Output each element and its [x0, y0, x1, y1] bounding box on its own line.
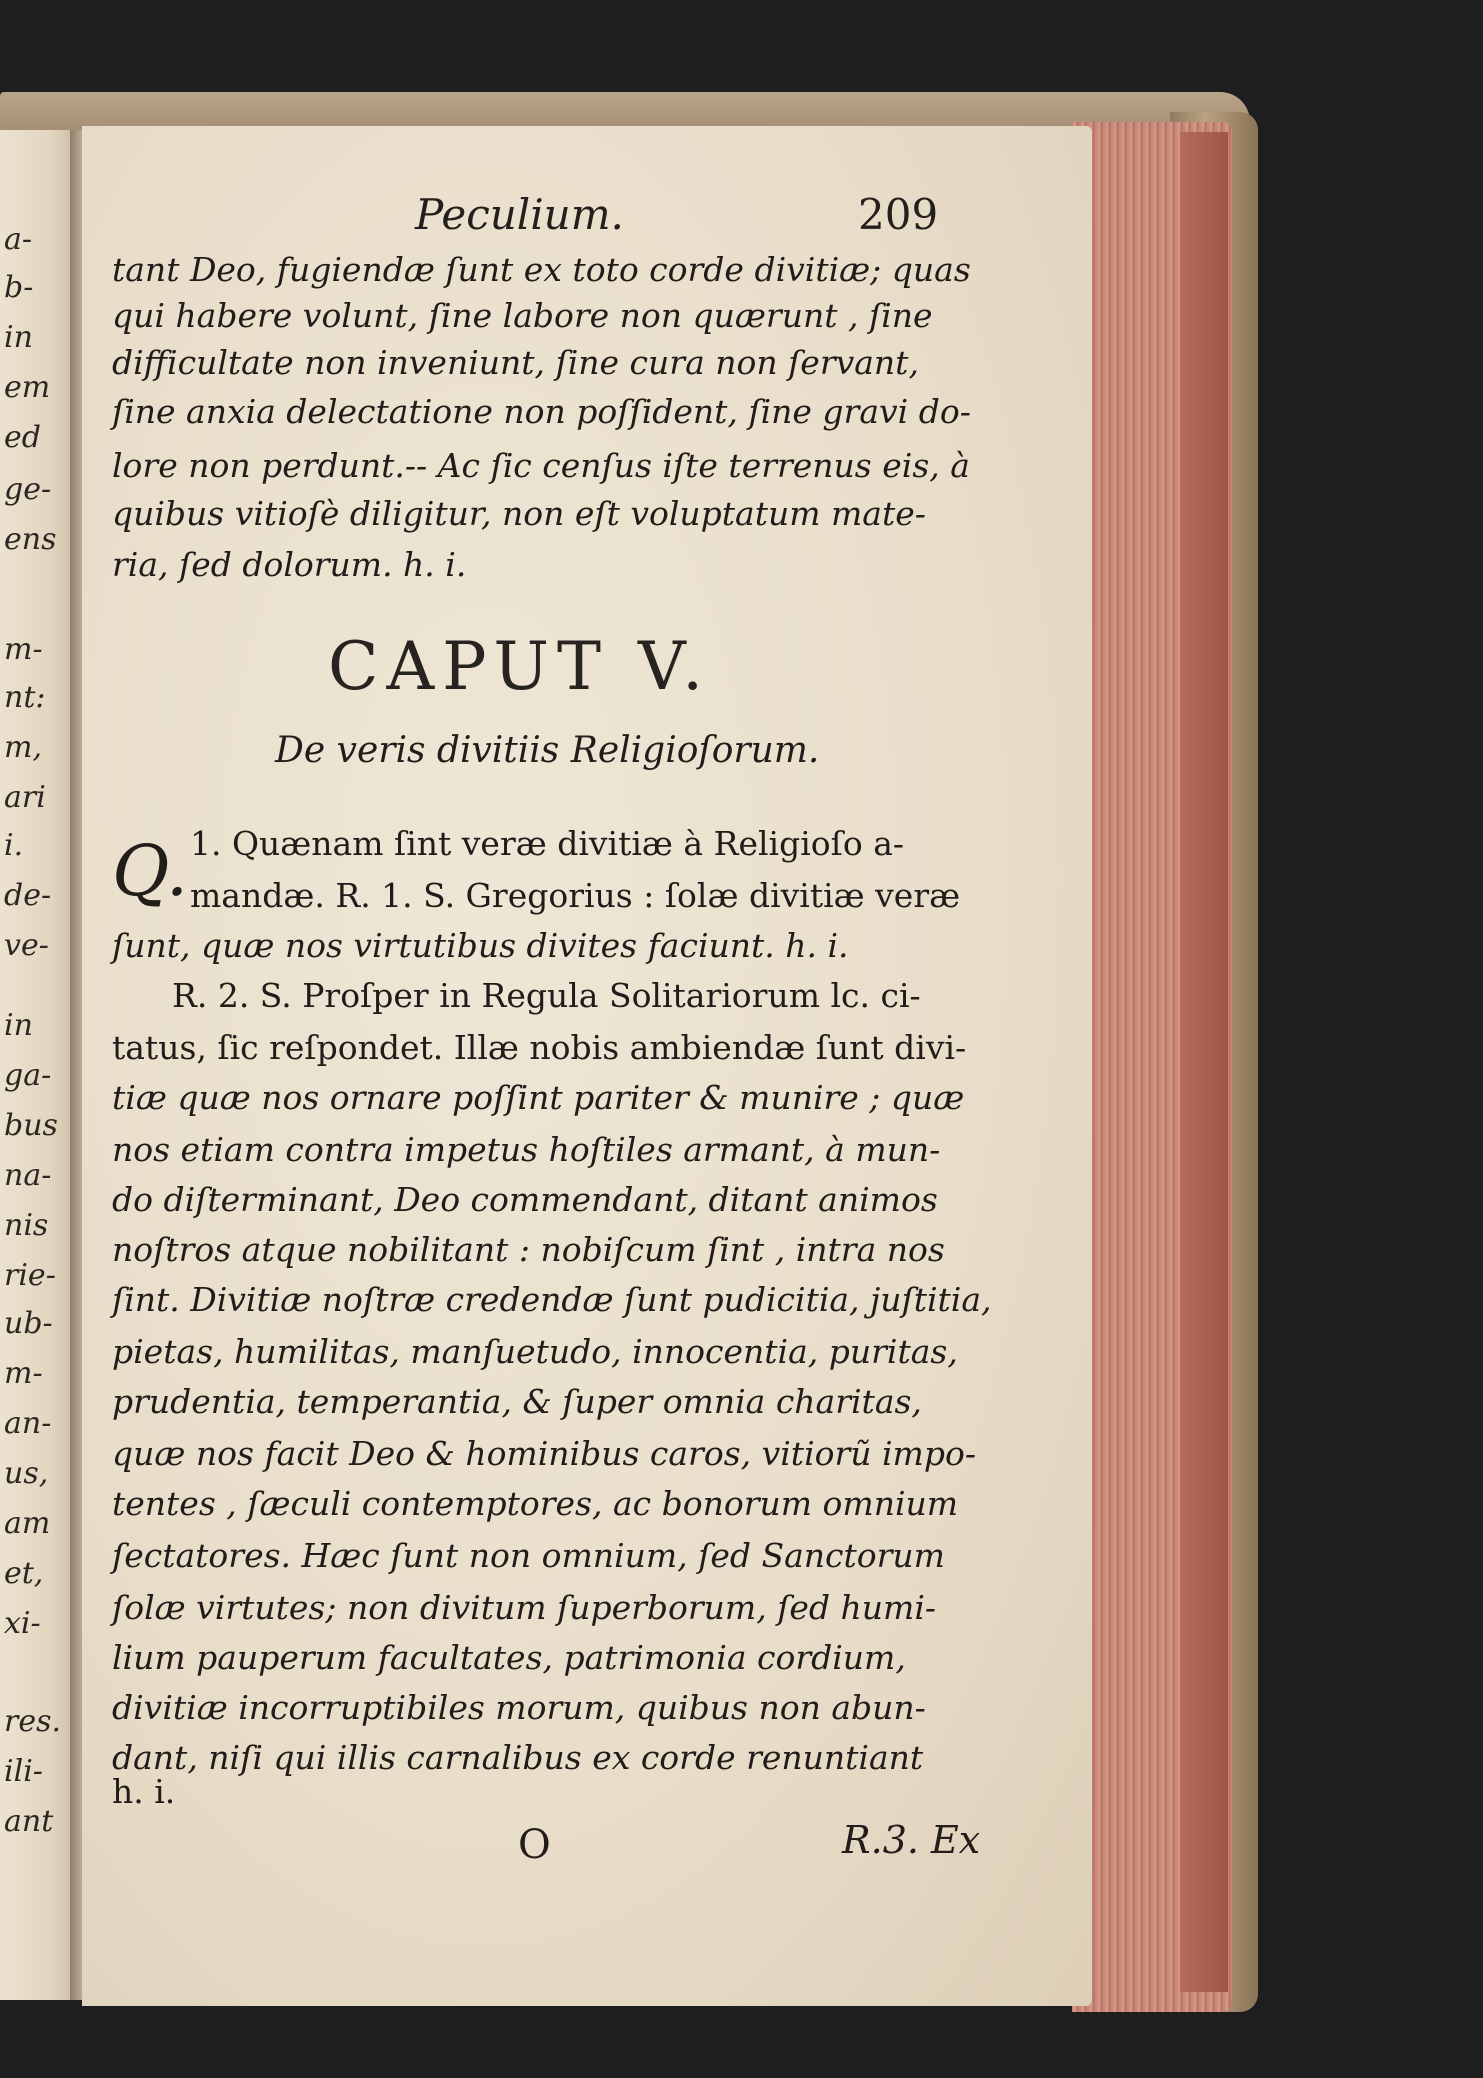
- left-page-fragment: ga-: [4, 1058, 52, 1093]
- text-line: divitiæ incorruptibiles morum, quibus non abun-: [112, 1688, 926, 1727]
- text-line: quæ nos facit Deo & hominibus caros, vitiorũ impo-: [112, 1434, 976, 1473]
- text-line: noſtros atque nobilitant : nobiſcum ſint , intra nos: [112, 1230, 945, 1269]
- drop-initial: Q.: [112, 830, 189, 912]
- signature-mark: O: [518, 1822, 551, 1868]
- text-line: mandæ. R. 1. S. Gregorius : ſolæ divitiæ veræ: [190, 876, 961, 915]
- left-page-fragment: ed: [4, 420, 41, 455]
- text-line: ſine anxia delectatione non poſſident, ſine gravi do-: [112, 392, 971, 431]
- left-page-fragment: am: [4, 1506, 51, 1541]
- text-line: tiæ quæ nos ornare poſſint pariter & munire ; quæ: [112, 1078, 965, 1117]
- left-page-edge: [0, 130, 72, 2000]
- left-page-fragment: bus: [4, 1108, 58, 1143]
- left-page-fragment: em: [4, 370, 51, 405]
- left-page-fragment: in: [4, 320, 33, 355]
- left-page-fragment: m-: [4, 632, 43, 667]
- left-page-fragment: b-: [4, 270, 34, 305]
- left-page-fragment: de-: [4, 878, 52, 913]
- left-page-fragment: ens: [4, 522, 57, 557]
- left-page-fragment: ant: [4, 1804, 54, 1839]
- text-line: dant, niſi qui illis carnalibus ex corde renuntiant: [112, 1738, 924, 1777]
- left-page-fragment: i.: [4, 828, 24, 863]
- left-page-fragment: na-: [4, 1158, 52, 1193]
- page-number: 209: [858, 190, 939, 239]
- text-line: do diſterminant, Deo commendant, ditant animos: [112, 1180, 938, 1219]
- left-page-fragment: a-: [4, 222, 33, 257]
- chapter-subtitle: De veris divitiis Religioſorum.: [275, 730, 820, 771]
- text-line: 1. Quænam ſint veræ divitiæ à Religioſo a-: [190, 824, 905, 863]
- text-line: tentes , ſæculi contemptores, ac bonorum omnium: [112, 1484, 959, 1523]
- left-page-fragment: xi-: [4, 1606, 41, 1641]
- left-page-fragment: ili-: [4, 1754, 43, 1789]
- text-line: R. 2. S. Proſper in Regula Solitariorum lc. ci-: [172, 976, 921, 1015]
- header-title: Peculium.: [415, 190, 624, 239]
- red-edge: [1180, 132, 1228, 1992]
- left-page-fragment: nt:: [4, 680, 46, 715]
- text-line: ſunt, quæ nos virtutibus divites faciunt. h. i.: [112, 926, 849, 965]
- text-line: tatus, ſic reſpondet. Illæ nobis ambiendæ ſunt divi-: [112, 1028, 967, 1067]
- left-page-fragment: ub-: [4, 1306, 53, 1341]
- left-page-fragment: res.: [4, 1704, 62, 1739]
- chapter-heading: CAPUT V.: [328, 628, 712, 705]
- text-line: h. i.: [112, 1772, 176, 1811]
- text-line: qui habere volunt, ſine labore non quærunt , ſine: [112, 296, 933, 335]
- left-page-fragment: nis: [4, 1208, 49, 1243]
- text-line: tant Deo, fugiendæ ſunt ex toto corde divitiæ; quas: [112, 250, 971, 289]
- text-line: lium pauperum facultates, patrimonia cordium,: [112, 1638, 906, 1677]
- left-page-fragment: us,: [4, 1456, 49, 1491]
- left-page-fragment: an-: [4, 1406, 52, 1441]
- left-page-fragment: ari: [4, 780, 46, 815]
- text-line: quibus vitioſè diligitur, non eſt voluptatum mate-: [112, 494, 926, 533]
- left-page-fragment: m-: [4, 1356, 43, 1391]
- text-line: ſolæ virtutes; non divitum ſuperborum, ſed humi-: [112, 1588, 937, 1627]
- left-page-fragment: rie-: [4, 1258, 56, 1293]
- left-page-fragment: ge-: [4, 472, 52, 507]
- text-line: ſectatores. Hæc ſunt non omnium, ſed Sanctorum: [112, 1536, 945, 1575]
- left-page-fragment: et,: [4, 1556, 44, 1591]
- text-line: prudentia, temperantia, & ſuper omnia charitas,: [112, 1382, 922, 1421]
- text-line: ria, ſed dolorum. h. i.: [112, 545, 467, 584]
- catchword: R.3. Ex: [842, 1818, 981, 1862]
- left-page-fragment: ve-: [4, 928, 49, 963]
- text-line: difficultate non inveniunt, ſine cura non ſervant,: [112, 343, 919, 382]
- text-line: ſint. Divitiæ noſtræ credendæ ſunt pudicitia, juſtitia,: [112, 1280, 992, 1319]
- left-page-fragment: m,: [4, 730, 42, 765]
- text-line: lore non perdunt.-- Ac ſic cenſus iſte terrenus eis, à: [112, 446, 970, 485]
- text-line: pietas, humilitas, manſuetudo, innocentia, puritas,: [112, 1332, 958, 1371]
- left-page-fragment: in: [4, 1008, 33, 1043]
- text-line: nos etiam contra impetus hoſtiles armant, à mun-: [112, 1130, 941, 1169]
